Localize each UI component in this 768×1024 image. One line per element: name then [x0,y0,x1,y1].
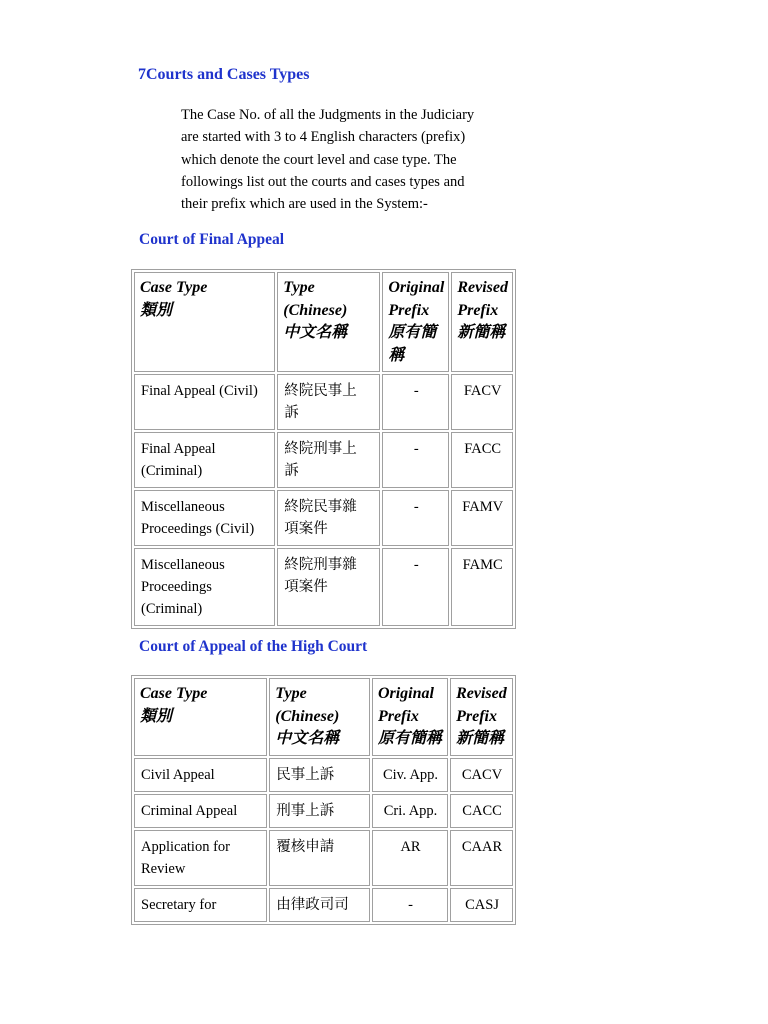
intro-line: are started with 3 to 4 English characters (prefix) [181,129,466,146]
cell-original-prefix: - [382,432,449,488]
cell-line: 項案件 [284,521,328,537]
cell-original-prefix: - [382,490,449,546]
header-line: Original [388,279,445,296]
intro-line: which denote the court level and case type. The [181,151,457,168]
cell-revised-prefix: FAMV [451,490,513,546]
cell-line: Review [141,860,186,877]
page-heading: 7Courts and Cases Types [138,66,310,83]
header-type-chinese [269,678,370,756]
header-revised-prefix [451,272,513,372]
header-line: 中文名稱 [283,324,348,341]
intro-line: followings list out the courts and cases types and [181,173,465,190]
cell-line: Secretary for [141,896,217,913]
cell-case-type [134,794,267,828]
cell-case-type [134,374,275,430]
cell-case-type [134,830,267,886]
cell-original-prefix: - [382,548,449,626]
table-header-row [134,272,513,372]
cell-case-type [134,548,275,626]
header-line: 新簡稱 [456,730,505,747]
header-line: Type [275,685,307,702]
cell-original-prefix: AR [372,830,448,886]
table-row [134,888,513,922]
cell-original-prefix: Cri. App. [372,794,448,828]
cell-type-chinese [277,548,380,626]
intro-paragraph [181,104,481,215]
cell-revised-prefix: CAAR [450,830,513,886]
cell-line: 覆核申請 [276,838,335,855]
cell-line: 項案件 [284,579,328,595]
header-line: 類別 [140,301,173,319]
cell-line: Final Appeal [141,441,216,457]
cell-revised-prefix: FACV [451,374,513,430]
header-line: 新簡稱 [457,324,506,341]
header-line: Case Type [140,685,208,702]
cell-revised-prefix: FACC [451,432,513,488]
intro-line: their prefix which are used in the System:- [181,196,428,213]
header-line: Prefix [377,707,419,725]
header-case-type [134,272,275,372]
header-case-type [134,678,267,756]
cell-revised-prefix: CACV [450,758,513,792]
cell-line: 終院民事上 [284,383,357,399]
cell-line: 由律政司司 [276,896,349,913]
table-row [134,490,513,546]
header-line: (Chinese) [283,301,348,319]
header-line: 原有簡 [388,324,437,341]
cell-original-prefix: Civ. App. [372,758,448,792]
table-row [134,794,513,828]
header-line: Revised [456,685,507,702]
header-revised-prefix [450,678,513,756]
header-line: Prefix [457,301,499,319]
table-row [134,432,513,488]
intro-line: The Case No. of all the Judgments in the Judiciary [181,107,475,123]
cell-case-type [134,432,275,488]
cell-line: (Criminal) [141,463,203,479]
header-original-prefix [372,678,448,756]
cell-line: 訴 [284,463,299,479]
header-line: (Chinese) [275,707,340,725]
header-original-prefix [382,272,449,372]
header-line: 稱 [388,346,405,364]
cell-case-type [134,490,275,546]
cell-revised-prefix: CASJ [450,888,513,922]
cell-line: Civil Appeal [141,766,215,783]
cell-revised-prefix: FAMC [451,548,513,626]
cell-type-chinese [277,490,380,546]
table-row [134,830,513,886]
table-row [134,548,513,626]
header-line: Revised [457,279,508,296]
header-line: 類別 [140,707,173,725]
cell-type-chinese [269,830,370,886]
cell-line: 民事上訴 [276,766,335,783]
cell-type-chinese [269,888,370,922]
cell-type-chinese [269,758,370,792]
section-heading-court-of-appeal: Court of Appeal of the High Court [139,638,368,655]
header-line: Prefix [388,301,430,319]
cell-line: (Criminal) [141,601,203,617]
cell-line: 終院民事雜 [284,499,357,515]
cell-line: Proceedings (Civil) [141,521,255,537]
cell-line: Proceedings [141,579,212,595]
cell-type-chinese [277,432,380,488]
cell-type-chinese [269,794,370,828]
cell-original-prefix: - [372,888,448,922]
cell-type-chinese [277,374,380,430]
cell-line: Application for [141,838,230,855]
section-heading-court-of-final-appeal: Court of Final Appeal [139,231,285,248]
cell-case-type [134,888,267,922]
header-line: Prefix [456,707,497,725]
header-line: 中文名稱 [275,730,340,747]
header-line: Original [377,685,434,702]
cell-line: 訴 [284,405,299,421]
table-header-row [134,678,513,756]
cell-original-prefix: - [382,374,449,430]
cell-line: 終院刑事雜 [284,557,357,573]
court-of-appeal-table [131,675,516,925]
table-row [134,374,513,430]
cell-case-type [134,758,267,792]
cell-line: Miscellaneous [141,499,225,515]
cell-line: Final Appeal (Civil) [141,383,258,399]
table-row [134,758,513,792]
header-line: 原有簡稱 [377,730,442,747]
cell-revised-prefix: CACC [450,794,513,828]
header-line: Type [283,279,315,296]
header-line: Case Type [140,279,208,296]
header-type-chinese [277,272,380,372]
court-of-final-appeal-table [131,269,516,629]
cell-line: 終院刑事上 [284,441,357,457]
cell-line: Criminal Appeal [141,802,238,819]
cell-line: Miscellaneous [141,557,225,573]
cell-line: 刑事上訴 [276,802,335,819]
